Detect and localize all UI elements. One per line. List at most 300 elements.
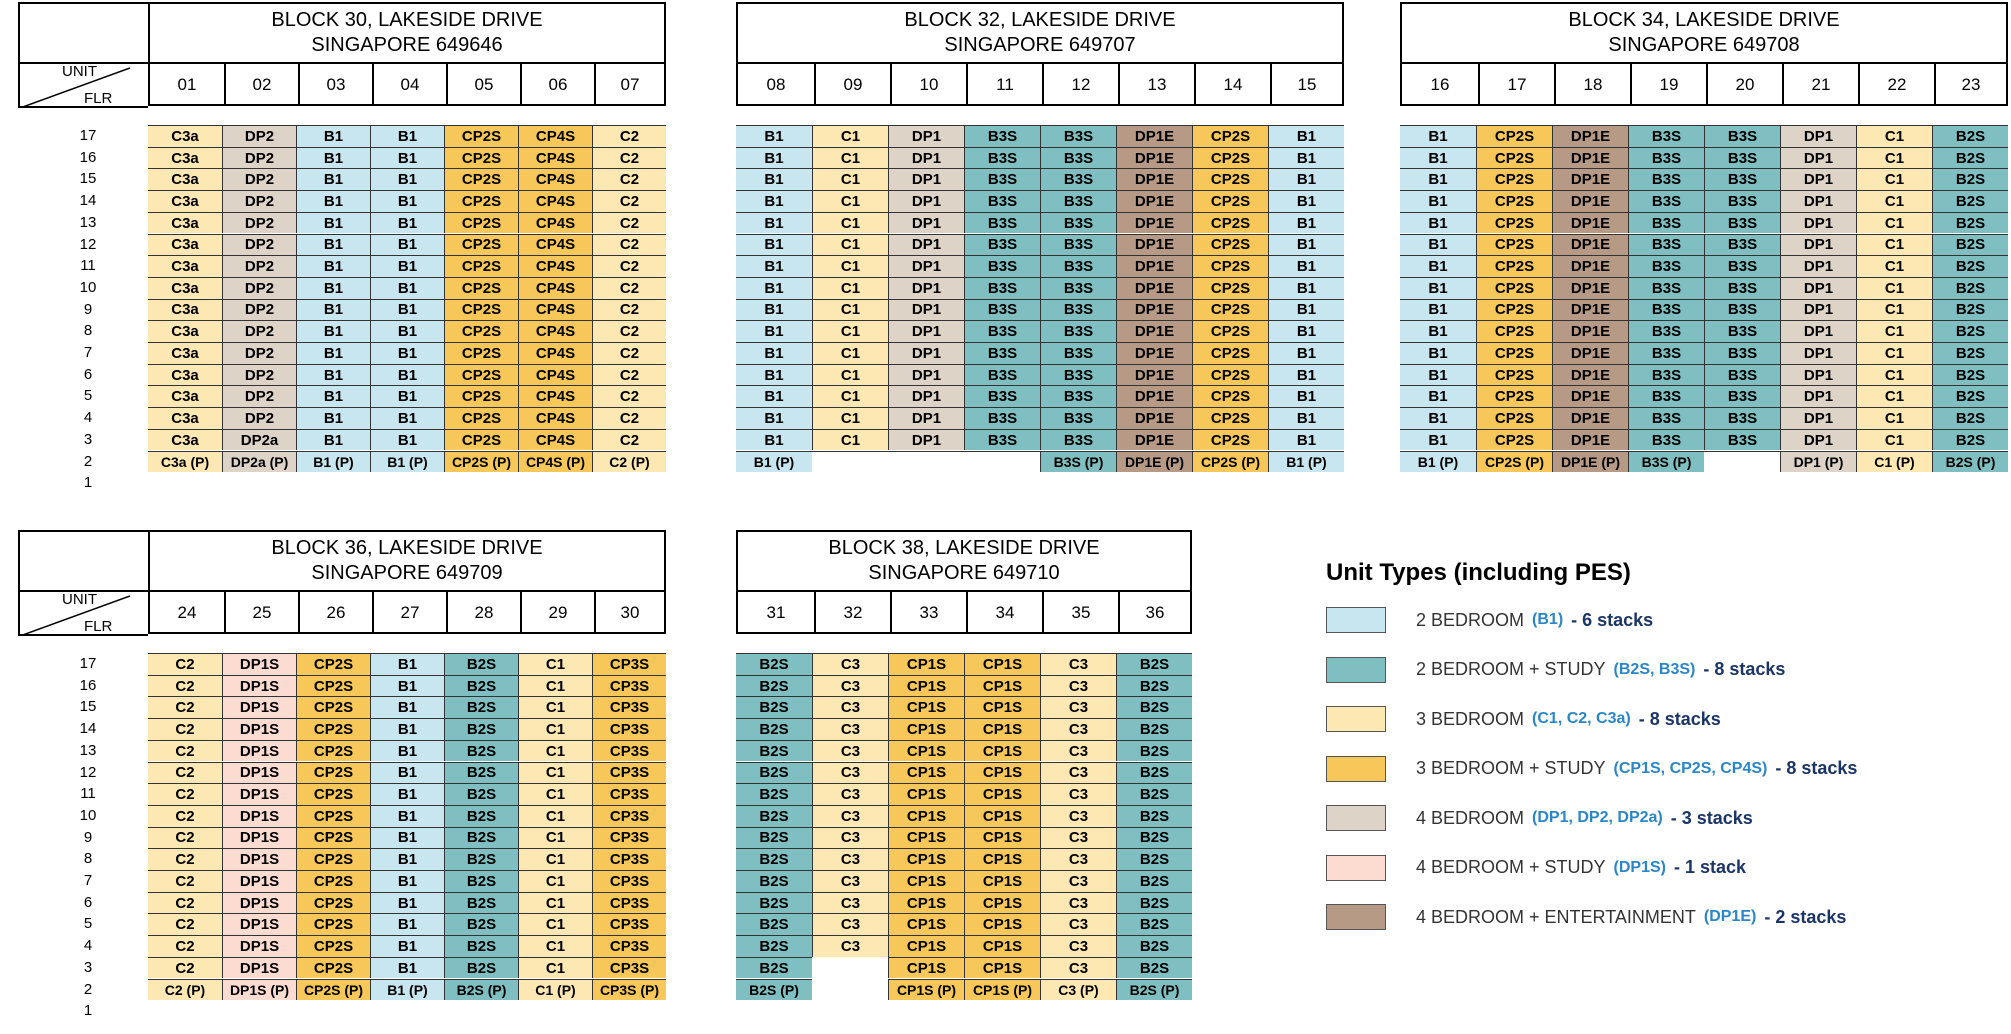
unit-cell: B2S: [1116, 740, 1192, 762]
floor-label: FLR: [84, 618, 113, 635]
unit-cell: B2S: [736, 762, 812, 784]
unit-cell: DP1: [888, 168, 964, 190]
unit-number: 02: [224, 64, 298, 106]
unit-cell: B3S: [1704, 234, 1780, 256]
floor-row: [736, 451, 1344, 473]
unit-cell: C3a: [148, 234, 222, 256]
unit-cell: CP2S: [296, 675, 370, 697]
floor-number: 17: [79, 127, 97, 144]
legend-codes: (CP1S, CP2S, CP4S): [1613, 759, 1768, 777]
unit-cell: CP2S: [296, 848, 370, 870]
unit-cell: B3S: [964, 190, 1040, 212]
unit-cell: B1: [1268, 429, 1344, 451]
floor-row: [736, 234, 1344, 256]
legend-type: 3 BEDROOM + STUDY: [1416, 758, 1606, 778]
unit-cell: B1: [1400, 125, 1476, 147]
unit-cell: B1: [296, 212, 370, 234]
unit-cell: CP1S: [888, 718, 964, 740]
floor-number: 9: [83, 828, 93, 846]
unit-cell: DP1E: [1552, 190, 1628, 212]
unit-cell: B3S: [964, 212, 1040, 234]
legend-item: [1326, 655, 1785, 685]
unit-cell: C2: [148, 827, 222, 849]
unit-cell: CP2S: [1192, 385, 1268, 407]
unit-cell: B1: [370, 740, 444, 762]
unit-cell: CP2S: [1476, 212, 1552, 234]
unit-cell: C1: [518, 870, 592, 892]
floor-row: [1400, 364, 2008, 386]
unit-cell: CP2S: [444, 234, 518, 256]
unit-cell: B1: [296, 234, 370, 256]
unit-cell: B2S: [1932, 190, 2008, 212]
unit-cell: DP1 (P): [1780, 451, 1856, 473]
unit-cell: DP2: [222, 277, 296, 299]
unit-cell: B1: [1400, 255, 1476, 277]
unit-cell: CP1S: [964, 848, 1040, 870]
unit-cell: CP2S: [1476, 429, 1552, 451]
unit-cell: CP4S: [518, 212, 592, 234]
unit-number: 33: [890, 592, 966, 634]
legend-codes: (DP1, DP2, DP2a): [1532, 809, 1663, 826]
unit-cell: C1: [518, 957, 592, 979]
legend-item: [1326, 853, 1746, 883]
unit-number-row: [150, 592, 664, 634]
unit-cell: CP2S: [1476, 255, 1552, 277]
floor-row: [1400, 125, 2008, 147]
floor-row: [148, 385, 666, 407]
unit-cell: DP1E: [1116, 234, 1192, 256]
unit-cell: B3S: [1704, 320, 1780, 342]
block-name: BLOCK 36, LAKESIDE DRIVE: [271, 537, 543, 559]
unit-cell: C3: [812, 718, 888, 740]
unit-cell: DP1E: [1552, 255, 1628, 277]
unit-cell: B1: [1400, 190, 1476, 212]
unit-cell: C1: [812, 364, 888, 386]
block-postal-code: SINGAPORE 649646: [311, 34, 503, 56]
unit-cell: DP1: [1780, 234, 1856, 256]
unit-cell: CP3S: [592, 870, 666, 892]
unit-cell: B1: [370, 848, 444, 870]
unit-cell: B1: [736, 364, 812, 386]
floor-row: [148, 429, 666, 451]
unit-cell: C3: [812, 870, 888, 892]
unit-cell: DP1: [1780, 277, 1856, 299]
unit-cell: DP1E (P): [1552, 451, 1628, 473]
unit-cell: B1: [296, 168, 370, 190]
unit-cell: B2S: [1932, 234, 2008, 256]
unit-cell: CP2S: [1476, 385, 1552, 407]
unit-cell: CP1S (P): [964, 979, 1040, 1001]
unit-cell: B3S: [1628, 364, 1704, 386]
unit-cell: CP4S: [518, 320, 592, 342]
corner-top-box: [18, 530, 148, 590]
unit-cell: B3S: [964, 255, 1040, 277]
unit-cell: B3S: [1628, 125, 1704, 147]
floor-row: [148, 783, 666, 805]
unit-cell: B1 (P): [296, 451, 370, 473]
legend-item: [1326, 902, 1846, 932]
unit-cell: DP1: [888, 212, 964, 234]
block-name: BLOCK 38, LAKESIDE DRIVE: [828, 537, 1100, 559]
unit-cell: B3S: [1704, 385, 1780, 407]
unit-cell: CP2S: [444, 320, 518, 342]
unit-cell: DP1E: [1116, 385, 1192, 407]
unit-cell: C3: [1040, 762, 1116, 784]
unit-cell: B1: [370, 147, 444, 169]
unit-cell: C1: [518, 913, 592, 935]
unit-cell: C1: [1856, 364, 1932, 386]
unit-cell: B1 (P): [370, 451, 444, 473]
unit-cell: B1: [736, 234, 812, 256]
unit-cell: C2: [592, 364, 666, 386]
unit-cell: DP1E: [1552, 299, 1628, 321]
unit-number-row: [150, 64, 664, 106]
unit-cell: C2: [148, 848, 222, 870]
unit-cell: B3S: [1704, 168, 1780, 190]
block-title: [1402, 4, 2006, 64]
unit-cell: B3S: [1628, 212, 1704, 234]
unit-cell: B3S: [964, 429, 1040, 451]
floor-row: [148, 675, 666, 697]
unit-cell: DP1E: [1116, 407, 1192, 429]
unit-cell: B2S: [444, 957, 518, 979]
unit-cell: B1: [1268, 277, 1344, 299]
unit-number-row: [1402, 64, 2006, 106]
unit-cell: C2: [148, 892, 222, 914]
unit-cell: CP1S: [964, 957, 1040, 979]
unit-cell: B2S: [1116, 827, 1192, 849]
unit-cell: CP1S: [888, 783, 964, 805]
unit-cell: C2: [148, 740, 222, 762]
floor-row: [736, 696, 1192, 718]
floor-number: 11: [80, 257, 96, 275]
legend-count: - 2 stacks: [1764, 906, 1847, 927]
unit-cell: B3S: [1040, 125, 1116, 147]
block-postal-code: SINGAPORE 649709: [311, 562, 503, 584]
unit-cell: B2S: [736, 957, 812, 979]
unit-cell: B3S: [1040, 255, 1116, 277]
unit-cell: C3: [812, 740, 888, 762]
unit-cell: B3S: [964, 168, 1040, 190]
unit-cell: B3S: [1040, 407, 1116, 429]
floor-row: [736, 277, 1344, 299]
unit-cell: C3: [1040, 805, 1116, 827]
unit-cell: DP1: [1780, 385, 1856, 407]
unit-cell: DP1S: [222, 957, 296, 979]
unit-cell: DP2: [222, 125, 296, 147]
unit-cell: DP1E: [1552, 429, 1628, 451]
unit-cell: DP1: [1780, 212, 1856, 234]
legend-swatch: [1326, 706, 1386, 732]
unit-cell: B3S: [1628, 168, 1704, 190]
unit-cell: B2S: [736, 870, 812, 892]
floor-number: 16: [79, 676, 97, 694]
unit-cell: DP1: [1780, 190, 1856, 212]
unit-cell: CP3S: [592, 892, 666, 914]
unit-cell: C2: [592, 190, 666, 212]
unit-cell: DP2: [222, 234, 296, 256]
floor-row: [1400, 451, 2008, 473]
floor-row: [148, 848, 666, 870]
unit-cell: C2: [592, 147, 666, 169]
floor-row: [736, 718, 1192, 740]
floor-row: [148, 147, 666, 169]
unit-cell: C3: [1040, 696, 1116, 718]
unit-cell: CP1S: [888, 913, 964, 935]
unit-cell: CP1S: [964, 935, 1040, 957]
floor-row: [736, 653, 1192, 675]
unit-cell: CP2S: [296, 827, 370, 849]
unit-cell: B1: [370, 827, 444, 849]
unit-cell: C3a: [148, 255, 222, 277]
unit-cell: DP1: [888, 407, 964, 429]
unit-cell: DP1E: [1552, 168, 1628, 190]
block-name: BLOCK 34, LAKESIDE DRIVE: [1568, 9, 1840, 31]
block-postal-code: SINGAPORE 649708: [1608, 34, 1800, 56]
unit-cell: C2: [148, 957, 222, 979]
unit-cell: C1: [1856, 234, 1932, 256]
unit-cell: B2S: [444, 762, 518, 784]
unit-cell: B2S: [736, 827, 812, 849]
unit-cell: B3S (P): [1628, 451, 1704, 473]
unit-cell: C1: [812, 190, 888, 212]
unit-cell: C1: [1856, 190, 1932, 212]
unit-cell: DP1E: [1552, 125, 1628, 147]
unit-cell: B1: [370, 407, 444, 429]
unit-cell: CP1S: [888, 805, 964, 827]
legend-swatch: [1326, 607, 1386, 633]
unit-cell: B2S (P): [444, 979, 518, 1001]
unit-cell: B2S: [1932, 407, 2008, 429]
unit-cell: B1: [736, 299, 812, 321]
unit-cell: C3: [1040, 957, 1116, 979]
unit-cell: C3a: [148, 320, 222, 342]
unit-cell: C2: [148, 653, 222, 675]
unit-cell: C3: [1040, 848, 1116, 870]
unit-cell: B1: [1400, 168, 1476, 190]
legend-count: - 1 stack: [1674, 857, 1747, 877]
floor-row: [736, 827, 1192, 849]
unit-cell: B1: [736, 342, 812, 364]
unit-cell: CP1S: [964, 696, 1040, 718]
floor-row: [1400, 429, 2008, 451]
unit-cell: CP2S: [1476, 299, 1552, 321]
unit-cell: B2S: [736, 892, 812, 914]
floor-row: [148, 762, 666, 784]
unit-cell: B3S: [1040, 212, 1116, 234]
legend-title: Unit Types (including PES): [1326, 559, 1631, 586]
unit-cell: CP2S: [444, 385, 518, 407]
unit-cell: B1: [296, 299, 370, 321]
unit-cell: CP1S: [964, 762, 1040, 784]
unit-cell: B1: [370, 168, 444, 190]
unit-cell: DP1E: [1552, 277, 1628, 299]
unit-cell: CP1S: [964, 675, 1040, 697]
unit-cell: C3a: [148, 147, 222, 169]
unit-cell: B2S: [444, 870, 518, 892]
unit-cell: C3: [812, 696, 888, 718]
unit-number: 01: [177, 75, 197, 94]
unit-number: 18: [1554, 64, 1630, 106]
unit-cell: C3: [812, 892, 888, 914]
unit-cell: CP2S: [444, 407, 518, 429]
unit-cell: C1: [518, 762, 592, 784]
unit-cell: B2S: [736, 913, 812, 935]
unit-cell: C1 (P): [518, 979, 592, 1001]
legend-swatch: [1326, 805, 1386, 831]
unit-cell: DP1: [888, 147, 964, 169]
unit-cell: DP1: [888, 190, 964, 212]
unit-cell: B1: [1268, 342, 1344, 364]
unit-cell: B1: [1400, 234, 1476, 256]
unit-cell: CP2S: [1192, 429, 1268, 451]
unit-cell: B1 (P): [736, 451, 812, 473]
unit-cell: B1: [370, 429, 444, 451]
unit-cell: B1: [736, 125, 812, 147]
unit-cell: CP3S: [592, 740, 666, 762]
floor-row: [1400, 385, 2008, 407]
unit-cell: C3 (P): [1040, 979, 1116, 1001]
unit-cell: CP1S: [888, 892, 964, 914]
unit-cell: DP1E: [1552, 385, 1628, 407]
unit-cell: CP1S: [964, 913, 1040, 935]
floor-row: [736, 364, 1344, 386]
floor-row: [148, 957, 666, 979]
unit-number: 21: [1782, 64, 1858, 106]
unit-cell: B1: [370, 385, 444, 407]
floor-number: 3: [83, 958, 93, 976]
unit-cell: B3S: [1040, 147, 1116, 169]
unit-number: 17: [1478, 64, 1554, 106]
unit-cell: C1: [812, 234, 888, 256]
unit-cell: C3: [812, 653, 888, 675]
floor-number: 12: [79, 235, 97, 253]
unit-cell: B1: [296, 342, 370, 364]
unit-cell: CP3S: [592, 762, 666, 784]
unit-cell: C3: [1040, 870, 1116, 892]
unit-cell: CP2S: [296, 913, 370, 935]
floor-row: [148, 212, 666, 234]
unit-cell: B2S: [444, 935, 518, 957]
unit-cell: C2: [148, 783, 222, 805]
floor-number: 6: [83, 365, 93, 383]
unit-cell: DP2a (P): [222, 451, 296, 473]
floor-row: [148, 827, 666, 849]
unit-cell: CP2S: [1476, 364, 1552, 386]
unit-cell: CP2S: [444, 429, 518, 451]
unit-cell: B3S: [1628, 299, 1704, 321]
unit-cell: B2S: [1116, 848, 1192, 870]
unit-cell: DP1E: [1116, 255, 1192, 277]
unit-cell: B1: [1268, 364, 1344, 386]
floor-row: [148, 740, 666, 762]
unit-cell: CP1S: [964, 892, 1040, 914]
floor-row: [736, 957, 1192, 979]
unit-cell: C1: [812, 429, 888, 451]
unit-cell: B1: [370, 255, 444, 277]
unit-cell: C1: [1856, 342, 1932, 364]
floor-row: [736, 407, 1344, 429]
unit-cell: B3S: [1704, 342, 1780, 364]
floor-row: [736, 675, 1192, 697]
unit-cell: C2: [148, 762, 222, 784]
unit-cell: C2: [148, 870, 222, 892]
unit-floor-corner: [18, 62, 148, 108]
floor-row: [1400, 277, 2008, 299]
unit-cell: B2S: [1932, 125, 2008, 147]
legend-swatch: [1326, 904, 1386, 930]
unit-cell: CP2S: [444, 255, 518, 277]
unit-cell: B1: [370, 125, 444, 147]
unit-cell: CP2S: [1192, 342, 1268, 364]
unit-cell: CP2S: [1192, 212, 1268, 234]
unit-cell: B1: [1400, 364, 1476, 386]
unit-cell: CP2S: [444, 125, 518, 147]
floor-row: [736, 168, 1344, 190]
unit-cell: B3S: [1704, 255, 1780, 277]
floor-row: [1400, 190, 2008, 212]
unit-cell: DP1: [888, 364, 964, 386]
unit-cell: DP1: [1780, 342, 1856, 364]
block-title: [150, 532, 664, 592]
unit-cell: B3S: [1040, 429, 1116, 451]
floor-number: 13: [79, 213, 97, 231]
block-postal-code: SINGAPORE 649710: [868, 562, 1060, 584]
unit-cell: B3S: [1628, 190, 1704, 212]
unit-number-row: [738, 592, 1190, 634]
unit-cell: C3: [1040, 892, 1116, 914]
unit-cell: CP1S: [964, 718, 1040, 740]
unit-cell: B3S: [1628, 255, 1704, 277]
unit-cell: C1: [812, 168, 888, 190]
unit-number: 03: [298, 64, 372, 106]
unit-cell: B2S: [444, 740, 518, 762]
unit-cell: C3: [812, 783, 888, 805]
unit-cell: CP3S: [592, 783, 666, 805]
unit-cell: CP4S: [518, 299, 592, 321]
unit-cell: B2S: [736, 718, 812, 740]
floor-number: 7: [83, 344, 93, 361]
floor-row: [736, 385, 1344, 407]
unit-cell: B2S: [444, 892, 518, 914]
unit-cell: DP1: [1780, 364, 1856, 386]
unit-cell: CP4S (P): [518, 451, 592, 473]
unit-cell: CP3S: [592, 718, 666, 740]
unit-cell: B1: [370, 913, 444, 935]
unit-cell: C2: [592, 168, 666, 190]
legend-item: [1326, 704, 1721, 734]
unit-cell: CP3S: [592, 653, 666, 675]
unit-cell: B1: [296, 147, 370, 169]
unit-cell: B1: [370, 342, 444, 364]
unit-number: 15: [1270, 64, 1342, 106]
unit-cell: DP1E: [1116, 125, 1192, 147]
unit-cell: B1: [1400, 385, 1476, 407]
unit-cell: DP2: [222, 342, 296, 364]
unit-cell: C3: [1040, 718, 1116, 740]
unit-cell: CP2S: [444, 342, 518, 364]
floor-row: [736, 913, 1192, 935]
unit-cell: B2S: [1116, 783, 1192, 805]
floor-row: [148, 190, 666, 212]
unit-cell: CP1S: [964, 827, 1040, 849]
unit-cell: B2S: [1932, 342, 2008, 364]
unit-cell: B3S: [964, 385, 1040, 407]
unit-cell: C2 (P): [148, 979, 222, 1001]
unit-cell: B1: [1400, 320, 1476, 342]
unit-cell: [812, 451, 888, 473]
unit-cell: B1: [1268, 255, 1344, 277]
